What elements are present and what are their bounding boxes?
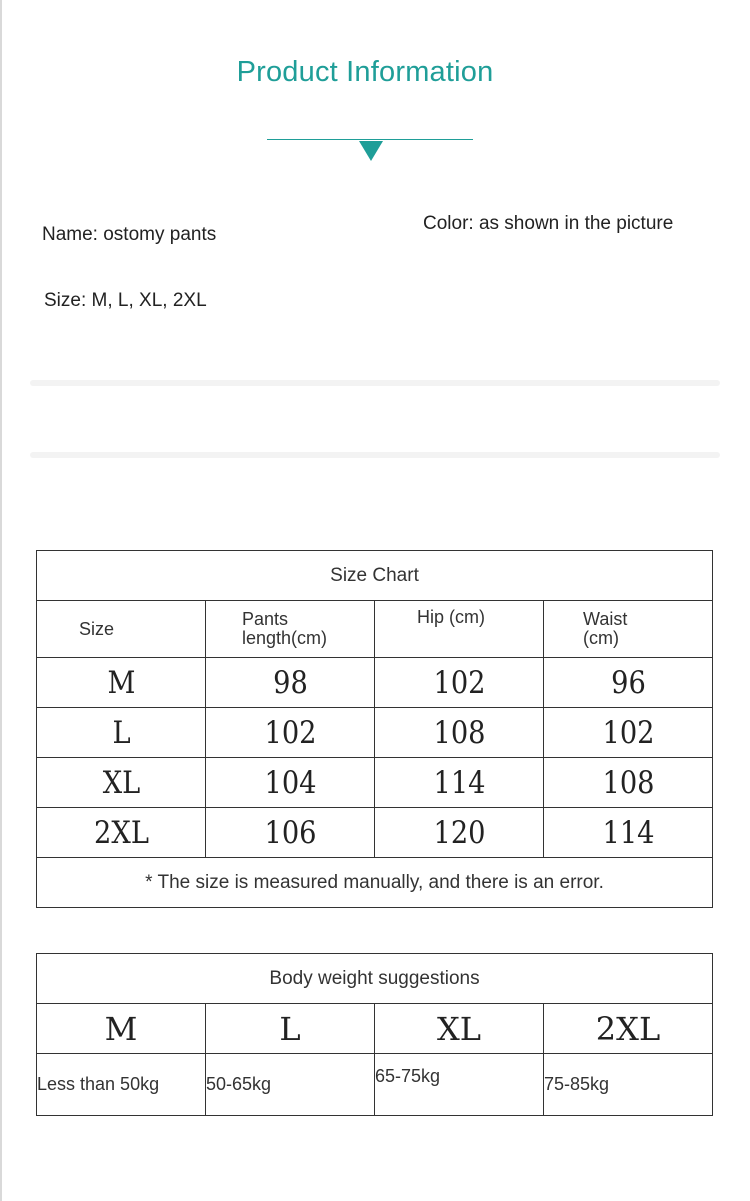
weight-size-l: L [206, 1004, 375, 1054]
row-size: M [47, 658, 196, 708]
weight-size-row [37, 1004, 713, 1054]
row-hip: 120 [385, 808, 534, 858]
weight-value-xl: 65-75kg [375, 1054, 544, 1116]
header-pants-length: Pants length(cm) [206, 601, 375, 658]
background-smudge [30, 380, 720, 386]
row-pants-length: 102 [216, 708, 365, 758]
header-hip: Hip (cm) [375, 601, 544, 658]
table-row [37, 758, 713, 808]
weight-size-m: M [37, 1004, 206, 1054]
row-waist: 114 [554, 808, 703, 858]
weight-chart-table [36, 953, 713, 1116]
row-size: XL [47, 758, 196, 808]
row-size: L [47, 708, 196, 758]
weight-value-l: 50-65kg [206, 1054, 375, 1116]
weight-chart-title: Body weight suggestions [37, 954, 713, 1004]
row-pants-length: 106 [216, 808, 365, 858]
page-left-border [0, 0, 2, 1201]
size-chart-title: Size Chart [37, 551, 713, 601]
row-pants-length: 104 [216, 758, 365, 808]
product-size-list: Size: M, L, XL, 2XL [44, 290, 207, 311]
row-hip: 102 [385, 658, 534, 708]
weight-value-row [37, 1054, 713, 1116]
row-pants-length: 98 [216, 658, 365, 708]
size-chart-header-row [37, 601, 713, 658]
weight-value-2xl: 75-85kg [544, 1054, 713, 1116]
weight-size-2xl: 2XL [544, 1004, 713, 1054]
row-waist: 102 [554, 708, 703, 758]
background-smudge [30, 452, 720, 458]
size-chart-note: * The size is measured manually, and there is an error. [37, 858, 713, 908]
header-size: Size [37, 601, 206, 658]
row-size: 2XL [47, 808, 196, 858]
row-waist: 108 [554, 758, 703, 808]
table-row [37, 658, 713, 708]
table-row [37, 708, 713, 758]
product-color: Color: as shown in the picture [423, 213, 674, 234]
row-hip: 108 [385, 708, 534, 758]
title-divider [267, 139, 473, 140]
page-title: Product Information [236, 56, 494, 88]
header-waist: Waist (cm) [544, 601, 713, 658]
product-name: Name: ostomy pants [42, 224, 217, 245]
row-hip: 114 [385, 758, 534, 808]
size-chart-table [36, 550, 713, 908]
weight-size-xl: XL [375, 1004, 544, 1054]
table-row [37, 808, 713, 858]
weight-value-m: Less than 50kg [37, 1054, 206, 1116]
triangle-down-icon [359, 141, 383, 161]
row-waist: 96 [554, 658, 703, 708]
